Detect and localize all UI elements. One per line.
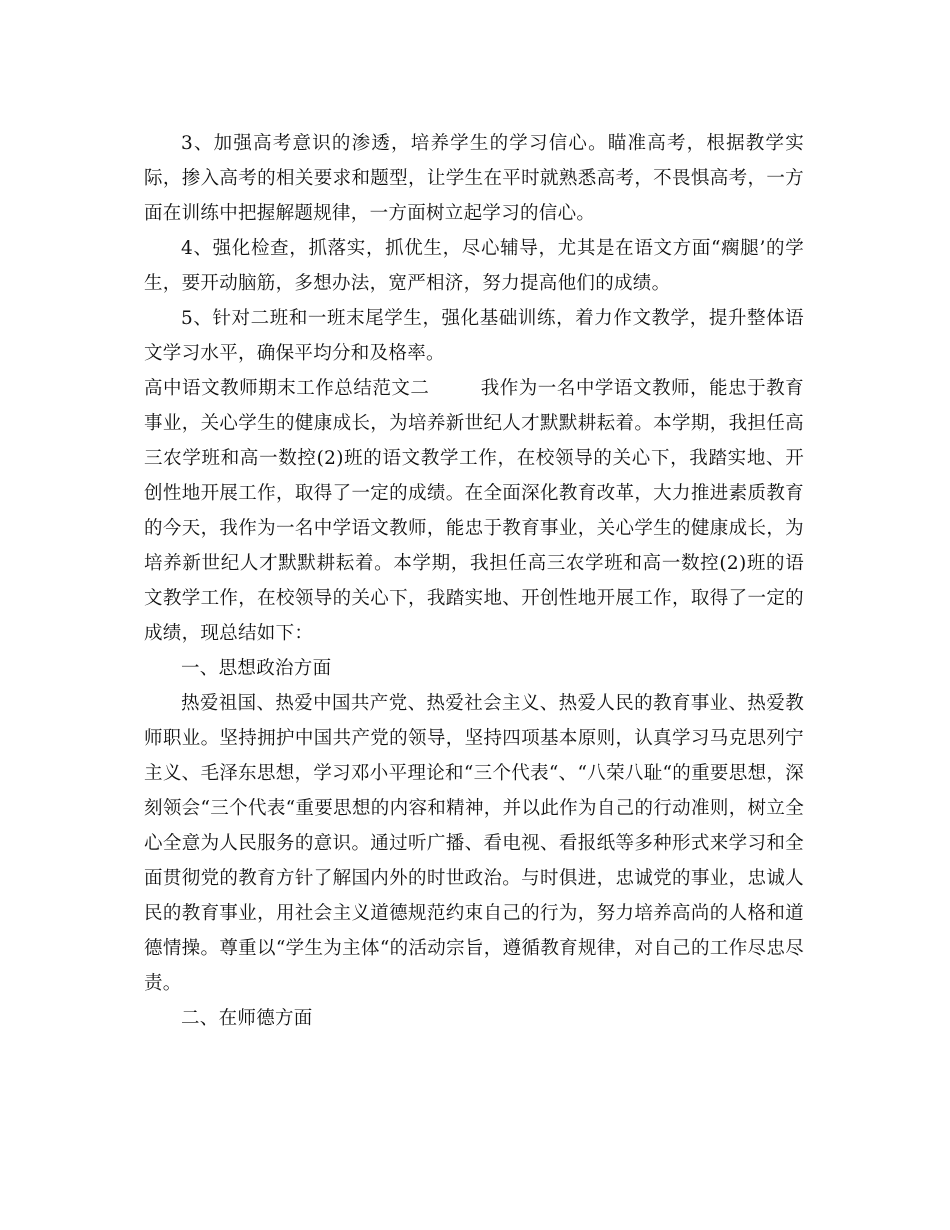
title-gap	[429, 378, 480, 399]
paragraph-item-5: 5、针对二班和一班末尾学生，强化基础训练，着力作文教学，提升整体语文学习水平，确保平均分和及格率。	[144, 308, 804, 364]
section-intro-paragraph	[144, 371, 804, 651]
section-title: 高中语文教师期末工作总结范文二	[144, 378, 430, 399]
document-body	[144, 126, 804, 1036]
heading-politics: 一、思想政治方面	[181, 658, 332, 679]
paragraph-politics: 热爱祖国、热爱中国共产党、热爱社会主义、热爱人民的教育事业、热爱教师职业。坚持拥护中国共产党的领导，坚持四项基本原则，认真学习马克思列宁主义、毛泽东思想，学习邓小平理论和“三个代表“、“八荣八耻“的重要思想，深刻领会“三个代表“重要思想的内容和精神，并以此作为自己的行动准则，树立全心全意为人民服务的意识。通过听广播、看电视、看报纸等多种形式来学习和全面贯彻党的教育方针了解国内外的时世政治。与时俱进，忠诚党的事业，忠诚人民的教育事业，用社会主义道德规范约束自己的行为，努力培养高尚的人格和道德情操。尊重以“学生为主体“的活动宗旨，遵循教育规律，对自己的工作尽忠尽责。	[144, 693, 804, 994]
heading-ethics: 二、在师德方面	[181, 1008, 313, 1029]
paragraph-item-4: 4、强化检查，抓落实，抓优生，尽心辅导，尤其是在语文方面“瘸腿’的学生，要开动脑筋，多想办法，宽严相济，努力提高他们的成绩。	[144, 238, 804, 294]
paragraph-item-3: 3、加强高考意识的渗透，培养学生的学习信心。瞄准高考，根据教学实际，掺入高考的相关要求和题型，让学生在平时就熟悉高考，不畏惧高考，一方面在训练中把握解题规律，一方面树立起学习的信心。	[144, 133, 804, 224]
intro-text: 我作为一名中学语文教师，能忠于教育事业，关心学生的健康成长，为培养新世纪人才默默耕耘着。本学期，我担任高三农学班和高一数控(2)班的语文教学工作，在校领导的关心下，我踏实地、开创性地开展工作，取得了一定的成绩。在全面深化教育改革，大力推进素质教育的今天，我作为一名中学语文教师，能忠于教育事业，关心学生的健康成长，为培养新世纪人才默默耕耘着。本学期，我担任高三农学班和高一数控(2)班的语文教学工作，在校领导的关心下，我踏实地、开创性地开展工作，取得了一定的成绩，现总结如下：	[144, 378, 804, 644]
